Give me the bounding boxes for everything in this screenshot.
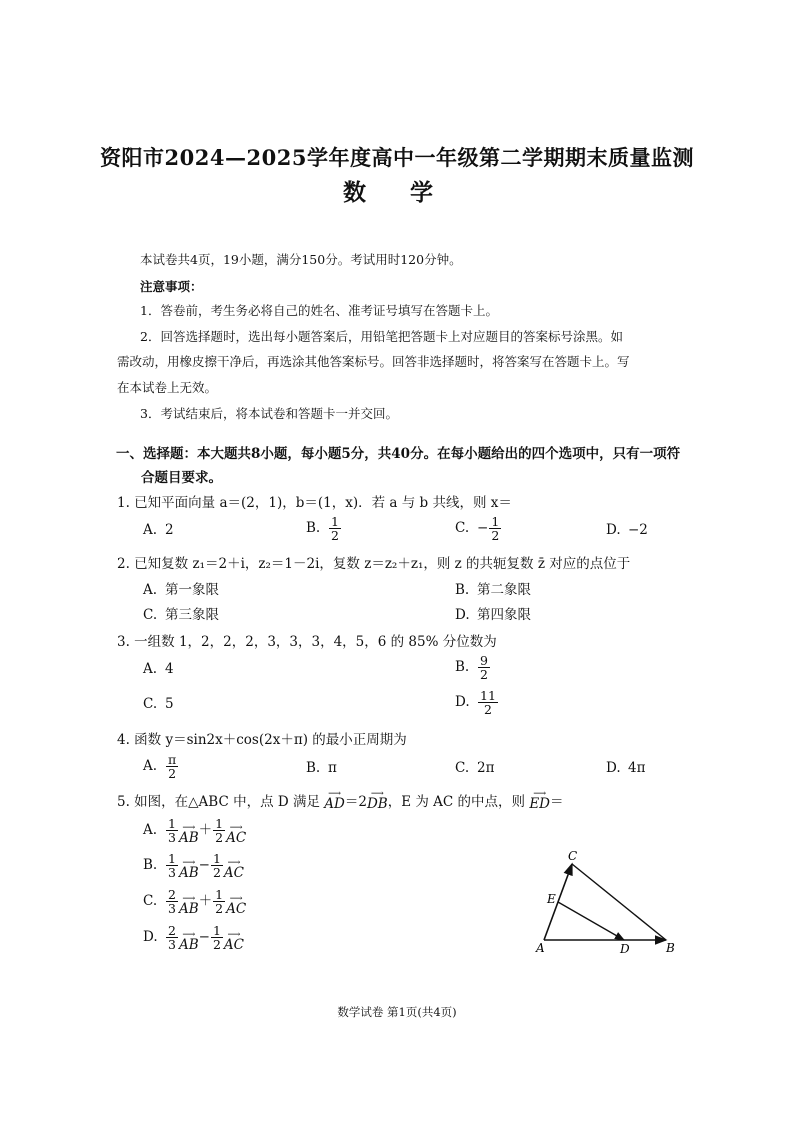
question-2-option-d: D. 第四象限 bbox=[455, 607, 531, 623]
subject-title: 数 学 bbox=[342, 179, 451, 206]
exam-info: 本试卷共4页，19小题，满分150分。考试用时120分钟。 bbox=[140, 252, 462, 267]
triangle-figure bbox=[528, 846, 688, 958]
segment-cb bbox=[572, 864, 666, 940]
question-2-option-b: B. 第二象限 bbox=[455, 582, 531, 598]
question-1-stem: 1. 已知平面向量 a＝(2，1)，b＝(1，x)．若 a 与 b 共线，则 x＝ bbox=[117, 495, 512, 511]
label-b: B bbox=[666, 941, 675, 955]
question-3-stem: 3. 一组数 1，2，2，2，3，3，3，4，5，6 的 85% 分位数为 bbox=[117, 634, 497, 650]
label-e: E bbox=[547, 892, 556, 906]
question-3-option-c: C. 5 bbox=[143, 696, 174, 712]
question-5-option-b: B. $\frac{1}{3}$ ⟶ AB − $\frac{1}{2}$ ⟶ AC bbox=[143, 851, 244, 882]
question-1-option-c: C. − $\frac{1}{2}$ bbox=[455, 514, 500, 544]
question-3-option-d: D. $\frac{11}{2}$ bbox=[455, 688, 496, 718]
section-heading-line-2: 合题目要求。 bbox=[141, 470, 222, 486]
page-footer: 数学试卷 第1页(共4页) bbox=[337, 1005, 457, 1019]
note-2-line-3: 在本试卷上无效。 bbox=[117, 380, 218, 395]
question-4-option-b: B. π bbox=[306, 760, 337, 776]
exam-title: 资阳市2024—2025学年度高中一年级第二学期期末质量监测 bbox=[100, 145, 694, 170]
label-d: D bbox=[620, 942, 630, 956]
question-5-option-c: C. $\frac{2}{3}$ ⟶ AB ＋ $\frac{1}{2}$ ⟶ AC bbox=[143, 887, 247, 918]
question-1-option-d: D. −2 bbox=[606, 522, 648, 538]
note-1: 1．答卷前，考生务必将自己的姓名、准考证号填写在答题卡上。 bbox=[140, 303, 498, 318]
question-5-option-d: D. $\frac{2}{3}$ ⟶ AB − $\frac{1}{2}$ ⟶ AC bbox=[143, 923, 244, 954]
label-a: A bbox=[536, 941, 545, 955]
question-1-option-a: A. 2 bbox=[143, 522, 174, 538]
question-2-option-a: A. 第一象限 bbox=[143, 582, 219, 598]
question-5-stem: 5. 如图，在△ABC 中，点 D 满足 ⟶ AD ＝2 ⟶ DB ，E 为 AC 的中点，则 ⟶ ED ＝ bbox=[117, 789, 564, 813]
question-2-option-c: C. 第三象限 bbox=[143, 607, 219, 623]
question-1-option-b: B. $\frac{1}{2}$ bbox=[306, 514, 339, 544]
question-5-option-a: A. $\frac{1}{3}$ ⟶ AB ＋ $\frac{1}{2}$ ⟶ AC bbox=[143, 816, 247, 847]
note-3: 3．考试结束后，将本试卷和答题卡一并交回。 bbox=[140, 406, 398, 421]
question-3-option-a: A. 4 bbox=[143, 661, 174, 677]
question-4-option-c: C. 2π bbox=[455, 760, 495, 776]
segment-ed bbox=[558, 902, 624, 940]
question-4-stem: 4. 函数 y＝sin2x＋cos(2x＋π) 的最小正周期为 bbox=[117, 732, 407, 748]
question-4-option-d: D. 4π bbox=[606, 760, 646, 776]
label-c: C bbox=[568, 849, 578, 863]
question-2-stem: 2. 已知复数 z₁＝2＋i，z₂＝1－2i，复数 z＝z₂＋z₁，则 z 的共轭复数 z̄ 对应的点位于 bbox=[117, 556, 631, 572]
question-4-option-a: A. $\frac{\pi}{2}$ bbox=[143, 752, 177, 782]
section-heading-line-1: 一、选择题：本大题共8小题，每小题5分，共40分。在每小题给出的四个选项中，只有一项符 bbox=[116, 446, 681, 462]
notes-title: 注意事项： bbox=[140, 279, 203, 294]
note-2-line-1: 2．回答选择题时，选出每小题答案后，用铅笔把答题卡上对应题目的答案标号涂黑。如 bbox=[140, 329, 623, 344]
note-2-line-2: 需改动，用橡皮擦干净后，再选涂其他答案标号。回答非选择题时，将答案写在答题卡上。写 bbox=[117, 354, 630, 369]
question-3-option-b: B. $\frac{9}{2}$ bbox=[455, 653, 488, 683]
